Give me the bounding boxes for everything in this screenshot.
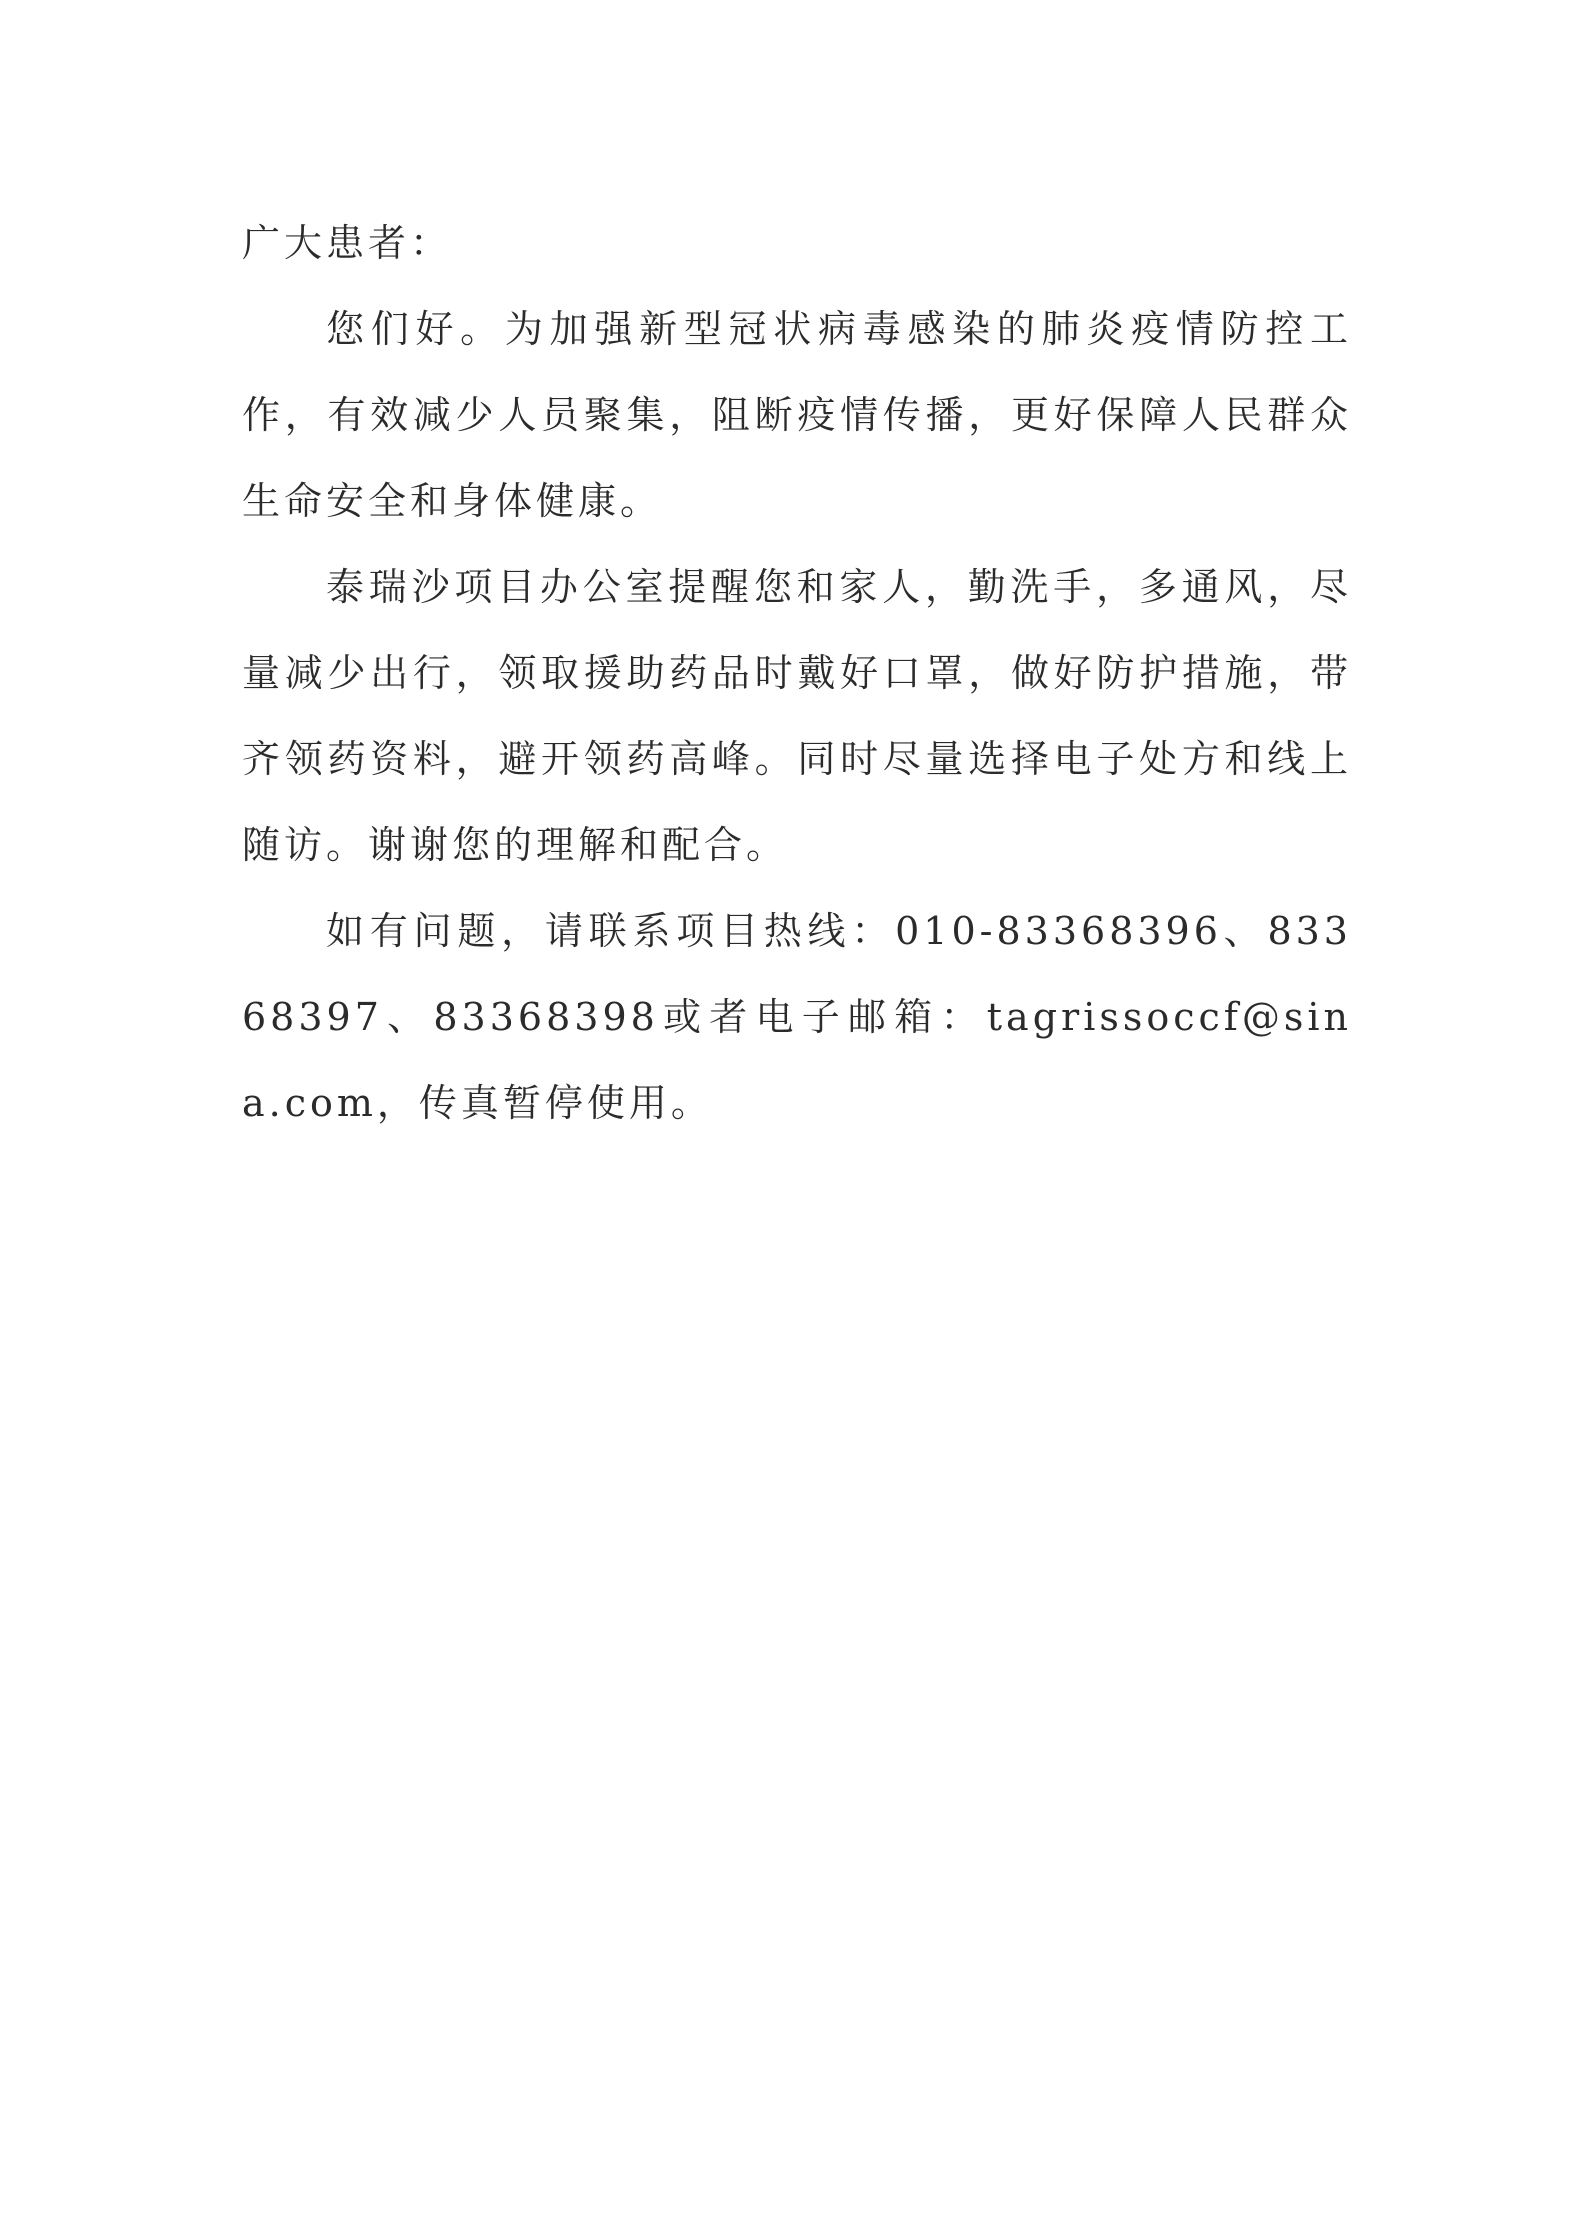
salutation: 广大患者： xyxy=(242,221,453,265)
letter-body xyxy=(242,200,1352,1146)
paragraph-reminder: 泰瑞沙项目办公室提醒您和家人，勤洗手，多通风，尽量减少出行，领取援助药品时戴好口罩，做好防护措施，带齐领药资料，避开领药高峰。同时尽量选择电子处方和线上随访。谢谢您的理解和配合。 xyxy=(242,565,1352,867)
paragraph-greeting: 您们好。为加强新型冠状病毒感染的肺炎疫情防控工作，有效减少人员聚集，阻断疫情传播，更好保障人民群众生命安全和身体健康。 xyxy=(242,307,1352,523)
paragraph-contact: 如有问题，请联系项目热线：010-83368396、83368397、83368398或者电子邮箱：tagrissoccf@sina.com，传真暂停使用。 xyxy=(242,909,1352,1125)
